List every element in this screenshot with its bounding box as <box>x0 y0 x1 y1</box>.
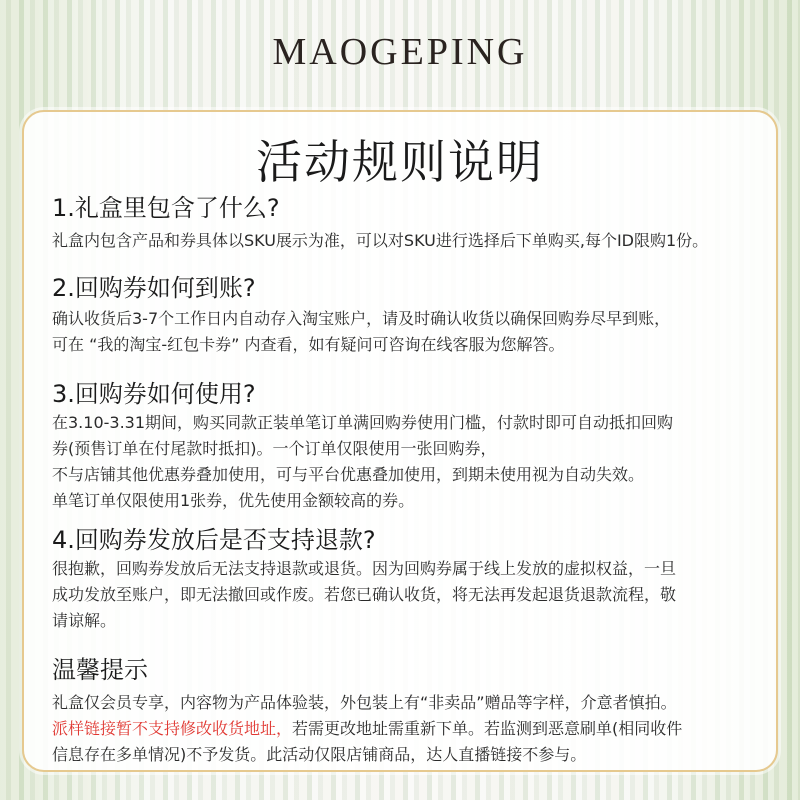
section-4-line-3: 请谅解。 <box>52 611 117 630</box>
section-3-heading: 3.回购券如何使用? <box>52 380 256 408</box>
section-3-line-1: 在3.10-3.31期间，购买同款正装单笔订单满回购券使用门槛，付款时即可自动抵扣回购 <box>52 413 674 432</box>
rules-card <box>22 110 778 772</box>
section-4-heading: 4.回购券发放后是否支持退款? <box>52 526 376 554</box>
notice-warning-text: 派样链接暂不支持修改收货地址， <box>52 719 293 738</box>
page-title: 活动规则说明 <box>256 135 544 189</box>
notice-line-2 <box>52 716 768 742</box>
section-1-heading: 1.礼盒里包含了什么? <box>52 194 280 222</box>
section-2-line-2: 可在 “我的淘宝-红包卡券” 内查看，如有疑问可咨询在线客服为您解答。 <box>52 335 565 354</box>
section-3-line-2: 券(预售订单在付尾款时抵扣)。一个订单仅限使用一张回购券， <box>52 439 497 458</box>
section-2-line-1: 确认收货后3-7个工作日内自动存入淘宝账户，请及时确认收货以确保回购券尽早到账， <box>52 309 671 328</box>
section-2-heading: 2.回购券如何到账? <box>52 274 256 302</box>
brand-logo: MAOGEPING <box>272 31 528 73</box>
section-4-line-1: 很抱歉，回购券发放后无法支持退款或退货。因为回购券属于线上发放的虚拟权益，一旦 <box>52 559 677 578</box>
notice-line-2-rest: 若需更改地址需重新下单。若监测到恶意刷单(相同收件 <box>292 719 683 738</box>
section-1-line-1: 礼盒内包含产品和券具体以SKU展示为准，可以对SKU进行选择后下单购买,每个ID限购1份。 <box>52 231 709 250</box>
notice-line-3: 信息存在多单情况)不予发货。此活动仅限店铺商品，达人直播链接不参与。 <box>52 745 587 764</box>
notice-line-1: 礼盒仅会员专享，内容物为产品体验装，外包装上有“非卖品”赠品等字样，介意者慎拍。 <box>52 693 677 712</box>
section-4-line-2: 成功发放至账户，即无法撤回或作废。若您已确认收货，将无法再发起退货退款流程，敬 <box>52 585 677 604</box>
notice-heading: 温馨提示 <box>52 656 148 684</box>
section-3-line-4: 单笔订单仅限使用1张券，优先使用金额较高的券。 <box>52 491 415 510</box>
section-3-line-3: 不与店铺其他优惠券叠加使用，可与平台优惠叠加使用，到期未使用视为自动失效。 <box>52 465 645 484</box>
